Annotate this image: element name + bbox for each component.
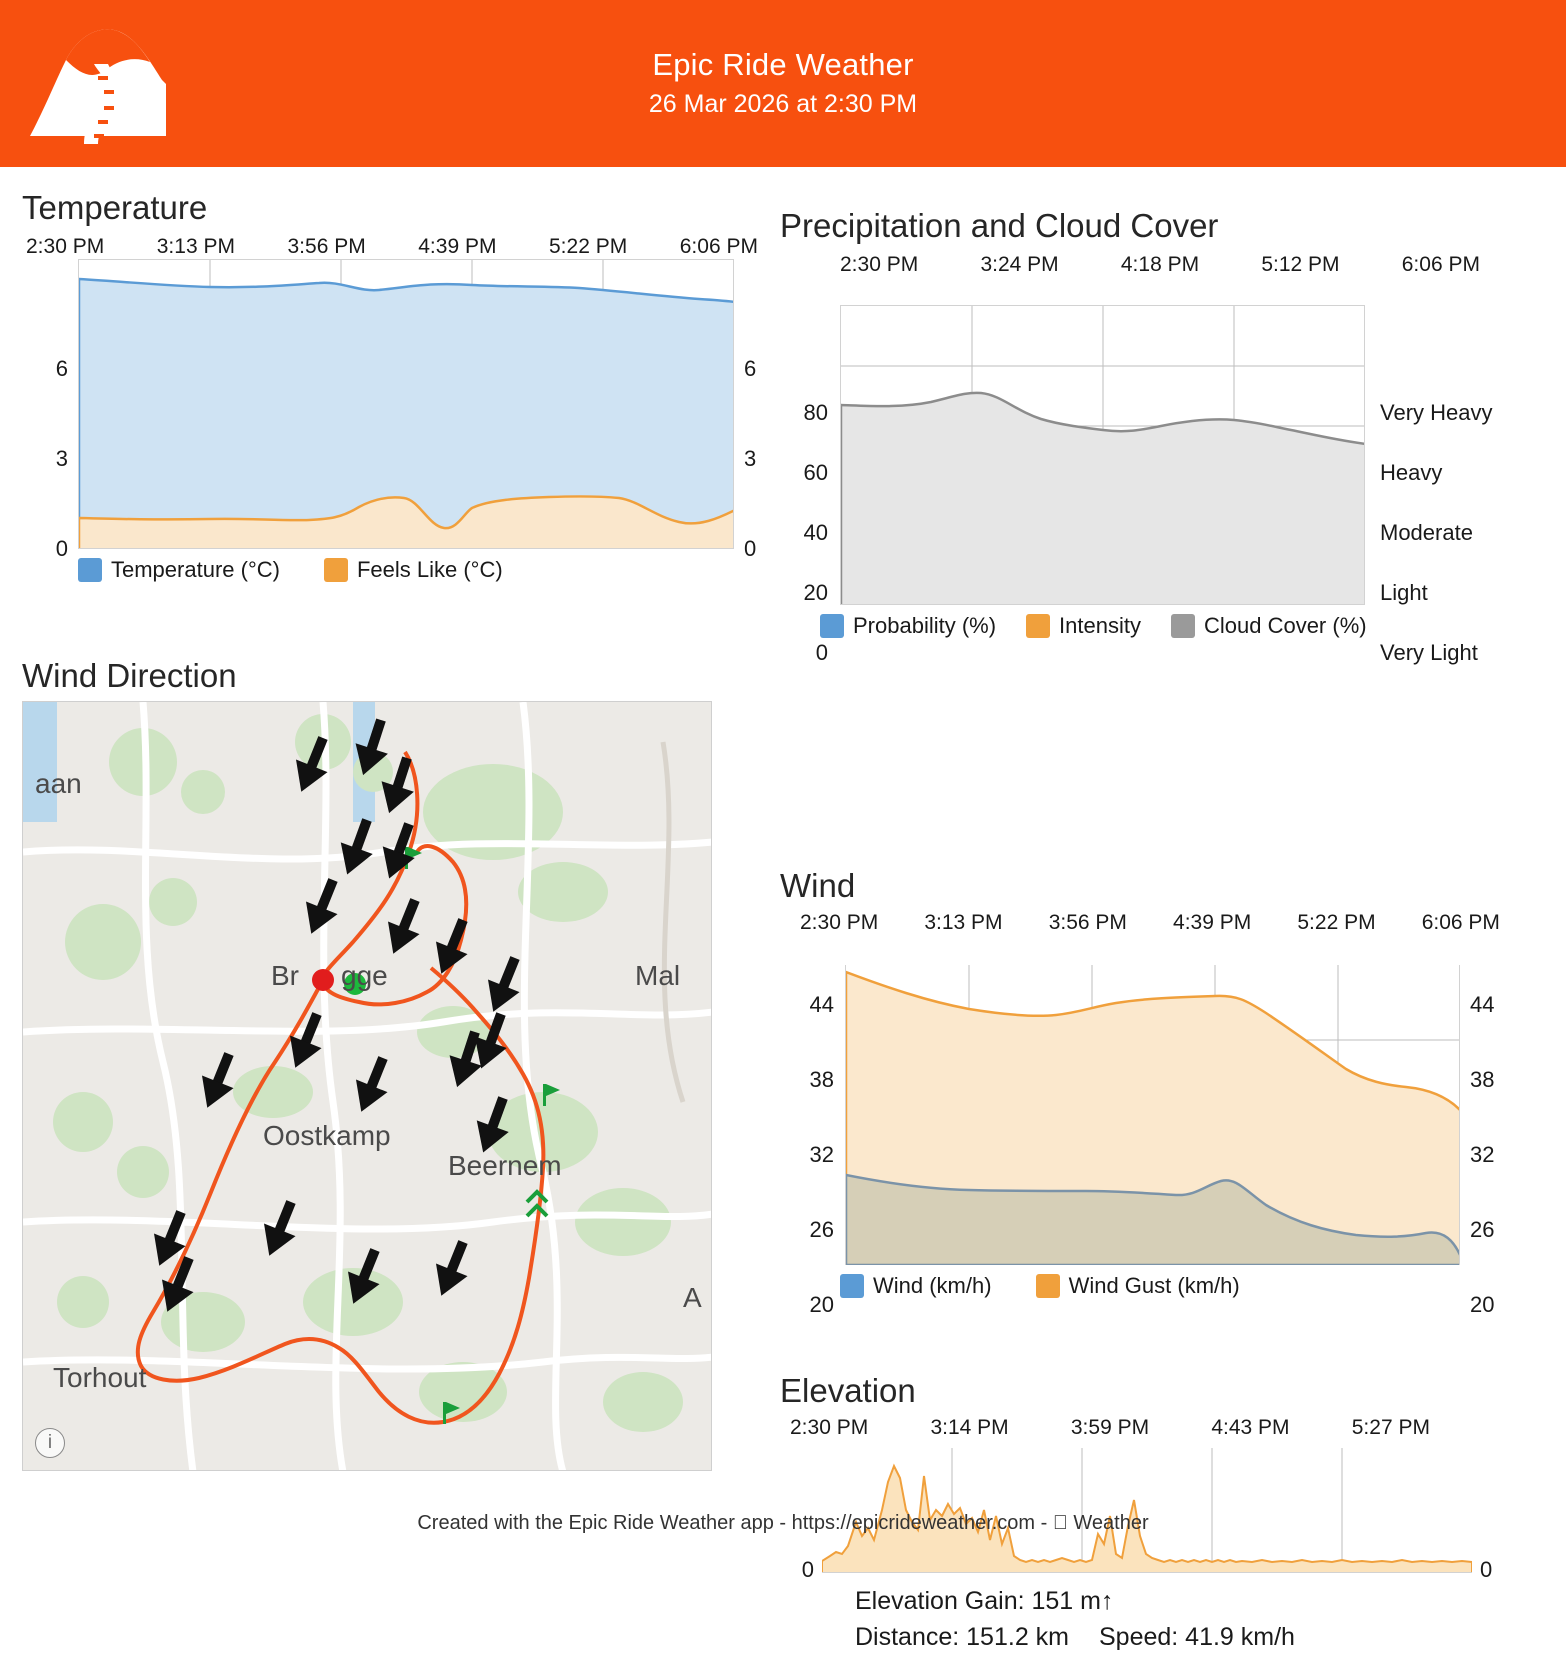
map-label-0: aan xyxy=(35,768,82,799)
legend-item-cloud-cover xyxy=(1171,613,1367,639)
wind-ytick-left-26: 26 xyxy=(809,1217,834,1242)
precip-label-very-heavy: Very Heavy xyxy=(1380,400,1493,425)
temperature-title: Temperature xyxy=(22,189,208,226)
legend-label-temperature: Temperature (°C) xyxy=(111,557,280,582)
elevation-speed: Speed: 41.9 km/h xyxy=(1099,1623,1295,1652)
elevation-chart xyxy=(780,1448,1546,1656)
temp-tick-4: 5:22 PM xyxy=(549,235,628,258)
precipitation-legend xyxy=(820,613,1546,639)
legend-label-wind: Wind (km/h) xyxy=(873,1273,992,1298)
temp-tick-3: 4:39 PM xyxy=(418,235,497,258)
wind-legend xyxy=(840,1273,1546,1299)
legend-swatch-probability xyxy=(820,614,844,638)
wind-x-axis xyxy=(800,911,1500,935)
app-datetime: 26 Mar 2026 at 2:30 PM xyxy=(648,90,918,119)
legend-label-probability: Probability (%) xyxy=(853,613,997,638)
temp-ytick-left-6: 6 xyxy=(55,356,68,381)
elev-ytick-right-0: 0 xyxy=(1480,1557,1493,1582)
legend-swatch-temperature xyxy=(78,558,102,582)
precip-tick-0: 2:30 PM xyxy=(840,253,919,276)
legend-label-wind-gust: Wind Gust (km/h) xyxy=(1068,1273,1240,1298)
temp-ytick-left-3: 3 xyxy=(55,446,68,471)
temperature-legend xyxy=(78,557,762,583)
wind-direction-title: Wind Direction xyxy=(22,657,237,694)
wind-tick-0: 2:30 PM xyxy=(800,911,879,934)
wind-panel xyxy=(780,867,1546,1317)
elev-ytick-left-0: 0 xyxy=(801,1557,814,1582)
wind-ytick-right-20: 20 xyxy=(1470,1292,1495,1317)
wind-tick-5: 6:06 PM xyxy=(1421,911,1500,934)
precip-label-moderate: Moderate xyxy=(1380,520,1473,545)
map-label-7: Torhout xyxy=(53,1362,147,1393)
elevation-gain: Elevation Gain: 151 m↑ xyxy=(855,1587,1114,1615)
precip-ytick-0: 0 xyxy=(815,640,828,665)
dashboard-content xyxy=(0,167,1566,1652)
precip-label-very-light: Very Light xyxy=(1380,640,1478,665)
mountain-road-logo xyxy=(22,18,172,151)
wind-chart xyxy=(780,965,1546,1317)
legend-swatch-feels-like xyxy=(324,558,348,582)
elevation-plot-area xyxy=(822,1448,1472,1573)
precip-tick-4: 6:06 PM xyxy=(1401,253,1480,276)
temp-tick-5: 6:06 PM xyxy=(679,235,758,258)
temp-tick-0: 2:30 PM xyxy=(26,235,105,258)
map-label-4: Oostkamp xyxy=(263,1120,391,1151)
elev-tick-0: 2:30 PM xyxy=(790,1416,869,1439)
legend-item-probability xyxy=(820,613,996,639)
wind-ytick-left-32: 32 xyxy=(809,1142,834,1167)
map-label-3: Mal xyxy=(635,960,681,991)
precip-label-heavy: Heavy xyxy=(1380,460,1443,485)
wind-ytick-left-38: 38 xyxy=(809,1067,834,1092)
app-header xyxy=(0,0,1566,167)
wind-ytick-left-20: 20 xyxy=(809,1292,834,1317)
map-label-6: A xyxy=(683,1282,702,1313)
wind-ytick-right-38: 38 xyxy=(1470,1067,1495,1092)
wind-title: Wind xyxy=(780,867,856,904)
wind-direction-panel xyxy=(22,657,762,1471)
elev-tick-3: 4:43 PM xyxy=(1211,1416,1290,1439)
precip-tick-3: 5:12 PM xyxy=(1261,253,1340,276)
start-marker-red xyxy=(312,969,334,991)
wind-plot-area xyxy=(845,965,1460,1265)
elev-tick-4: 5:27 PM xyxy=(1351,1416,1430,1439)
temp-tick-2: 3:56 PM xyxy=(287,235,366,258)
wind-tick-2: 3:56 PM xyxy=(1048,911,1127,934)
temperature-chart xyxy=(22,259,762,583)
legend-label-feels-like: Feels Like (°C) xyxy=(356,557,503,582)
temperature-panel xyxy=(22,189,762,583)
legend-item-wind xyxy=(840,1273,992,1299)
precipitation-x-axis xyxy=(840,253,1480,277)
temp-ytick-right-6: 6 xyxy=(744,356,757,381)
wind-ytick-left-44: 44 xyxy=(809,992,834,1017)
map-label-5: Beernem xyxy=(448,1150,562,1181)
wind-tick-3: 4:39 PM xyxy=(1173,911,1252,934)
legend-swatch-wind-gust xyxy=(1036,1274,1060,1298)
temp-ytick-left-0: 0 xyxy=(55,536,68,561)
temp-tick-1: 3:13 PM xyxy=(156,235,235,258)
elev-tick-2: 3:59 PM xyxy=(1070,1416,1150,1439)
temp-ytick-right-0: 0 xyxy=(744,536,757,561)
precip-ytick-60: 60 xyxy=(803,460,828,485)
legend-label-intensity: Intensity xyxy=(1059,613,1141,638)
elev-tick-1: 3:14 PM xyxy=(930,1416,1009,1439)
temperature-plot-area xyxy=(78,259,734,549)
wind-ytick-right-26: 26 xyxy=(1470,1217,1495,1242)
precip-ytick-20: 20 xyxy=(803,580,828,605)
legend-item-intensity xyxy=(1026,613,1141,639)
elevation-distance: Distance: 151.2 km xyxy=(855,1623,1069,1652)
precipitation-title: Precipitation and Cloud Cover xyxy=(780,207,1219,244)
map-label-2: gge xyxy=(341,960,388,991)
map-label-1: Br xyxy=(271,960,299,991)
precip-tick-1: 3:24 PM xyxy=(980,253,1059,276)
legend-swatch-intensity xyxy=(1026,614,1050,638)
precipitation-chart xyxy=(780,305,1546,665)
precip-tick-2: 4:18 PM xyxy=(1120,253,1200,276)
legend-label-cloud-cover: Cloud Cover (%) xyxy=(1203,613,1367,638)
legend-item-temperature xyxy=(78,557,280,583)
wind-ytick-right-44: 44 xyxy=(1470,992,1495,1017)
legend-item-wind-gust xyxy=(1036,1273,1240,1299)
route-map[interactable] xyxy=(22,701,712,1471)
legend-item-feels-like xyxy=(324,557,503,583)
precip-label-light: Light xyxy=(1380,580,1428,605)
app-title: Epic Ride Weather xyxy=(652,46,914,82)
precipitation-plot-area xyxy=(840,305,1365,605)
precip-ytick-80: 80 xyxy=(803,400,828,425)
info-icon[interactable]: i xyxy=(35,1428,65,1458)
wind-tick-1: 3:13 PM xyxy=(924,911,1003,934)
wind-ytick-right-32: 32 xyxy=(1470,1142,1495,1167)
elevation-title: Elevation xyxy=(780,1372,916,1409)
temperature-x-axis xyxy=(22,235,762,259)
legend-swatch-wind xyxy=(840,1274,864,1298)
precip-ytick-40: 40 xyxy=(803,520,828,545)
wind-tick-4: 5:22 PM xyxy=(1297,911,1376,934)
precipitation-panel xyxy=(780,207,1546,665)
elevation-x-axis xyxy=(790,1416,1430,1440)
legend-swatch-cloud-cover xyxy=(1171,614,1195,638)
footer-credit: Created with the Epic Ride Weather app - https://epicrideweather.com - Weather xyxy=(427,1512,1139,1534)
elevation-stats xyxy=(855,1583,1546,1656)
temp-ytick-right-3: 3 xyxy=(744,446,757,471)
